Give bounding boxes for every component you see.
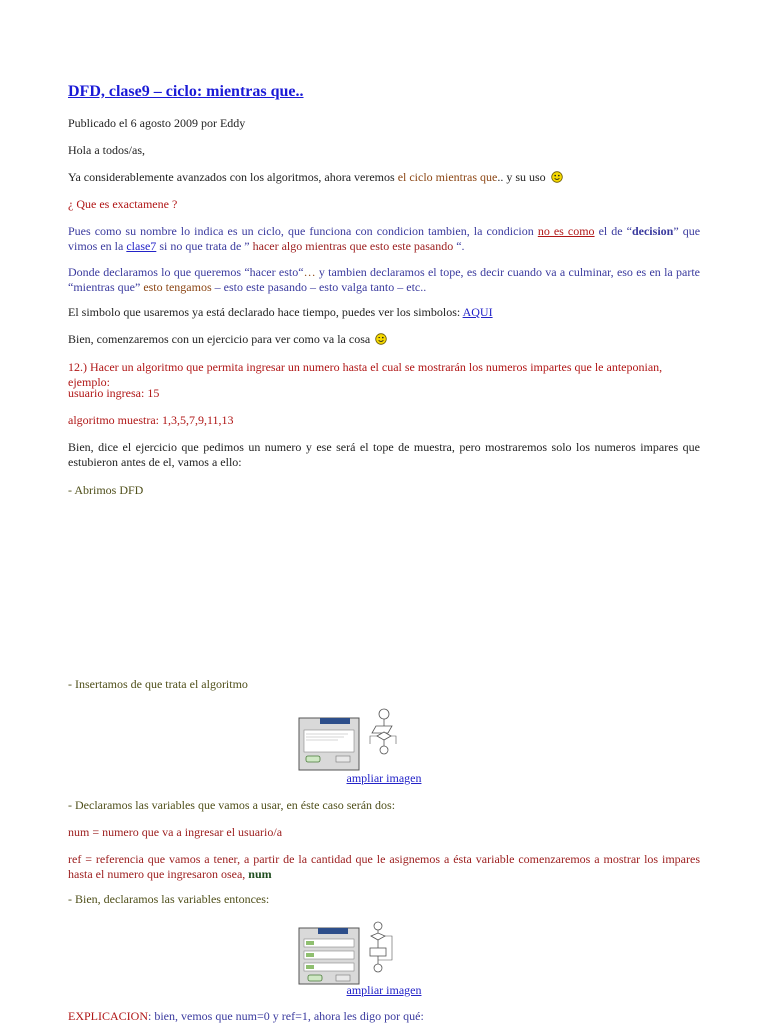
post-title-link[interactable]: DFD, clase9 – ciclo: mientras que.. (68, 83, 304, 100)
no-es-como-text: no es como (537, 224, 595, 238)
smiley-icon (551, 171, 563, 183)
simbolo-paragraph: El simbolo que usaremos ya está declarado hace tiempo, puedes ver los simbolos: AQUI (68, 305, 493, 319)
intro-highlight: el ciclo mientras que (397, 170, 498, 184)
wink-smiley-icon (375, 333, 387, 345)
greeting: Hola a todos/as, (68, 143, 145, 157)
pues-paragraph: Pues como su nombre lo indica es un ciclo, que funciona con condicion tambien, la condicion no es como el de “decision” que vimos en la clase7 si no que trata de ” hacer algo mientras que esto este pasando “. (68, 224, 701, 253)
explicacion-paragraph: EXPLICACION: bien, vemos que num=0 y ref=1, ahora les digo por qué: (68, 1009, 424, 1023)
num-definition: num = numero que va a ingresar el usuario/a (68, 825, 283, 839)
ref-definition: ref = referencia que vamos a tener, a partir de la cantidad que le asignemos a ésta variable comenzaremos a mostrar los impares hasta el numero que ingresaron osea, num (68, 852, 700, 881)
bien-declaramos-step: - Bien, declaramos las variables entonces: (68, 892, 270, 906)
clase7-link[interactable]: clase7 (126, 239, 157, 253)
question-heading: ¿ Que es exactamene ? (68, 197, 178, 211)
bien-dice-paragraph: Bien, dice el ejercicio que pedimos un numero y ese será el tope de muestra, pero mostraremos solo los numeros impares que estubieron antes de el, vamos a ello: (68, 440, 700, 469)
intro-paragraph: Ya considerablemente avanzados con los algoritmos, ahora veremos el ciclo mientras que.. y su uso (68, 170, 700, 185)
dfd-variables-screenshot[interactable] (298, 920, 398, 986)
usuario-ingresa: usuario ingresa: 15 (68, 386, 160, 400)
insertamos-step: - Insertamos de que trata el algoritmo (68, 677, 248, 691)
algoritmo-muestra: algoritmo muestra: 1,3,5,7,9,11,13 (68, 413, 234, 427)
abrimos-dfd: - Abrimos DFD (68, 483, 144, 497)
exercise-12: 12.) Hacer un algoritmo que permita ingresar un numero hasta el cual se mostrarán los numeros impartes que le anteponian, ejemplo: (68, 360, 663, 389)
post-meta: Publicado el 6 agosto 2009 por Eddy (68, 116, 246, 130)
mientras-explanation: hacer algo mientras que esto este pasando (252, 239, 454, 253)
aqui-link[interactable]: AQUI (462, 305, 493, 319)
decision-keyword: decision (631, 224, 674, 238)
ampliar-imagen-link-1[interactable]: ampliar imagen (346, 771, 422, 785)
num-keyword: num (248, 867, 272, 881)
donde-paragraph: Donde declaramos lo que queremos “hacer esto“… y tambien declaramos el tope, es decir cuando va a culminar, eso es en la parte “mientras que” esto tengamos – esto este pasando – esto valga tanto – etc.. (68, 265, 701, 294)
dfd-describe-screenshot[interactable] (298, 706, 398, 772)
explicacion-label: EXPLICACION (68, 1009, 148, 1023)
bien-paragraph: Bien, comenzaremos con un ejercicio para ver como va la cosa (68, 332, 700, 347)
ampliar-imagen-link-2[interactable]: ampliar imagen (346, 983, 422, 997)
declaramos-step: - Declaramos las variables que vamos a usar, en éste caso serán dos: (68, 798, 396, 812)
